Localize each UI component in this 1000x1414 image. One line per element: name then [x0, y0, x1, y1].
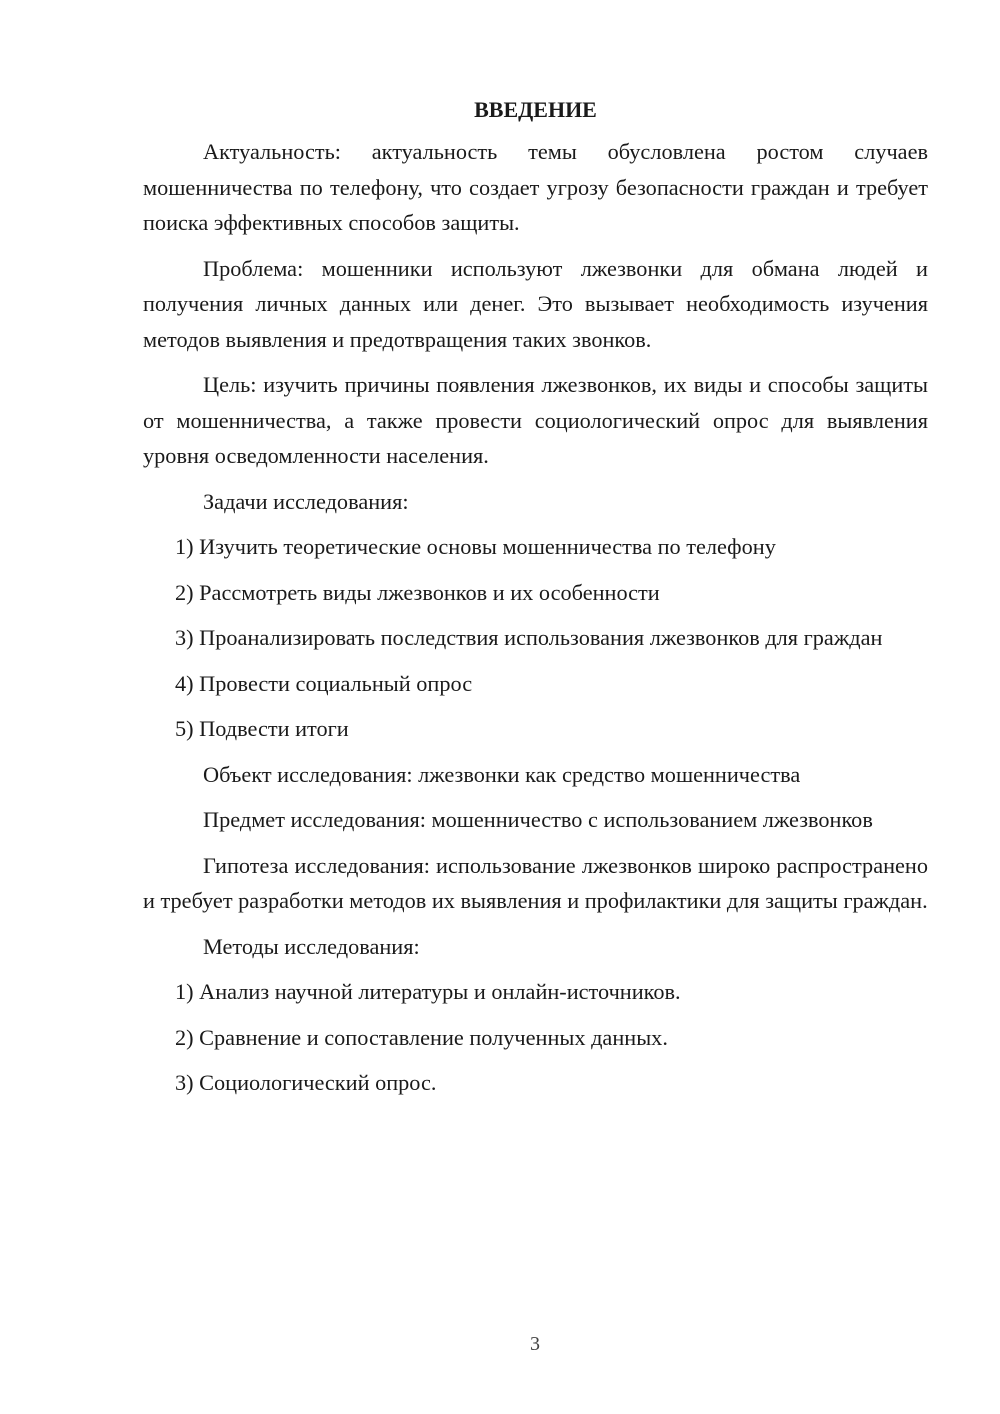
paragraph-relevance: Актуальность: актуальность темы обусловлена ростом случаев мошенничества по телефону, что создает угрозу безопасности граждан и требует поиска эффективных способов защиты.	[143, 139, 928, 235]
task-item: 5) Подвести итоги	[175, 716, 349, 741]
tasks-heading: Задачи исследования:	[203, 488, 409, 514]
method-item: 1) Анализ научной литературы и онлайн-источников.	[175, 979, 681, 1004]
document-page	[143, 92, 928, 1111]
task-item: 2) Рассмотреть виды лжезвонков и их особенности	[175, 579, 660, 605]
method-item: 3) Социологический опрос.	[175, 1070, 437, 1095]
research-subject: Предмет исследования: мошенничество с использованием лжезвонков	[203, 807, 873, 832]
page-number: 3	[530, 1333, 540, 1355]
methods-heading: Методы исследования:	[203, 933, 420, 959]
task-item: 3) Проанализировать последствия использования лжезвонков для граждан	[175, 625, 883, 650]
research-object: Объект исследования: лжезвонки как средство мошенничества	[203, 761, 801, 787]
research-hypothesis: Гипотеза исследования: использование лжезвонков широко распространено и требует разработки методов их выявления и профилактики для защиты граждан.	[143, 852, 928, 913]
paragraph-goal: Цель: изучить причины появления лжезвонков, их виды и способы защиты от мошенничества, а также провести социологический опрос для выявления уровня осведомленности населения.	[143, 372, 928, 468]
method-item: 2) Сравнение и сопоставление полученных данных.	[175, 1024, 668, 1050]
task-item: 1) Изучить теоретические основы мошенничества по телефону	[175, 534, 776, 559]
paragraph-problem: Проблема: мошенники используют лжезвонки для обмана людей и получения личных данных или денег. Это вызывает необходимость изучения методов выявления и предотвращения таких звонков.	[143, 255, 928, 352]
task-item: 4) Провести социальный опрос	[175, 670, 473, 696]
section-title: ВВЕДЕНИЕ	[474, 97, 597, 122]
